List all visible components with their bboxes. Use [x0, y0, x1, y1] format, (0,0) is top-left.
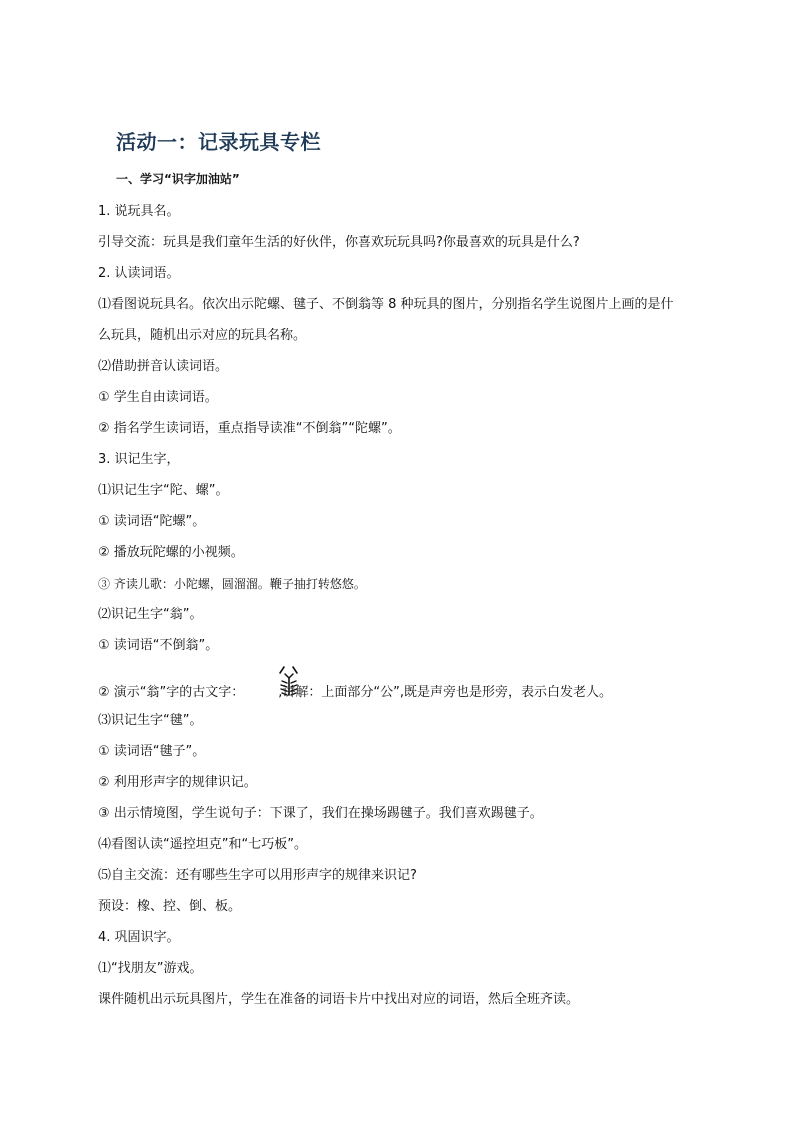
paragraph: ① 读词语“不倒翁”。	[98, 638, 219, 653]
paragraph: ⑶识记生字“毽”。	[98, 713, 203, 728]
ancient-weng-glyph-icon	[276, 664, 302, 698]
paragraph-with-glyph	[98, 684, 612, 702]
paragraph: 1. 说玩具名。	[98, 204, 180, 219]
paragraph: ⑵识记生字“翁”。	[98, 607, 203, 622]
paragraph: ⑷看图认读“遥控坦克”和“七巧板”。	[98, 837, 307, 852]
page-title: 活动一：记录玩具专栏	[116, 130, 321, 154]
paragraph: ① 读词语“陀螺”。	[98, 514, 206, 529]
glyph-line-before: ② 演示“翁”字的古文字：	[98, 685, 245, 700]
paragraph: ② 播放玩陀螺的小视频。	[98, 545, 244, 560]
section-heading: 一、学习“识字加油站”	[116, 172, 240, 186]
paragraph: 3. 识记生字，	[98, 452, 180, 467]
paragraph: ⑴识记生字“陀、螺”。	[98, 483, 229, 498]
paragraph: ① 学生自由读词语。	[98, 390, 218, 405]
paragraph: 4. 巩固识字。	[98, 930, 180, 945]
paragraph: 引导交流：玩具是我们童年生活的好伙伴，你喜欢玩玩具吗?你最喜欢的玩具是什么?	[98, 235, 580, 250]
paragraph: 么玩具，随机出示对应的玩具名称。	[98, 328, 307, 343]
paragraph: ① 读词语“毽子”。	[98, 744, 206, 759]
paragraph: ② 利用形声字的规律识记。	[98, 775, 257, 790]
paragraph: 课件随机出示玩具图片，学生在准备的词语卡片中找出对应的词语，然后全班齐读。	[98, 992, 580, 1007]
paragraph: ③ 齐读儿歌：小陀螺，圆溜溜。鞭子抽打转悠悠。	[98, 577, 366, 591]
paragraph: 2. 认读词语。	[98, 266, 180, 281]
glyph-line-after: ,讲解：上面部分“公”,既是声旁也是形旁，表示白发老人。	[278, 685, 613, 700]
paragraph: ⑵借助拼音认读词语。	[98, 359, 229, 374]
paragraph: ② 指名学生读词语，重点指导读准“不倒翁”“陀螺”。	[98, 421, 401, 436]
paragraph: ③ 出示情境图，学生说句子：下课了，我们在操场踢毽子。我们喜欢踢毽子。	[98, 806, 543, 821]
paragraph: ⑴看图说玩具名。依次出示陀螺、毽子、不倒翁等 8 种玩具的图片，分别指名学生说图片上画的是什	[98, 297, 674, 312]
paragraph: ⑴“找朋友”游戏。	[98, 961, 203, 976]
paragraph: 预设：橡、控、倒、板。	[98, 899, 242, 914]
paragraph: ⑸自主交流：还有哪些生字可以用形声字的规律来识记?	[98, 868, 417, 883]
